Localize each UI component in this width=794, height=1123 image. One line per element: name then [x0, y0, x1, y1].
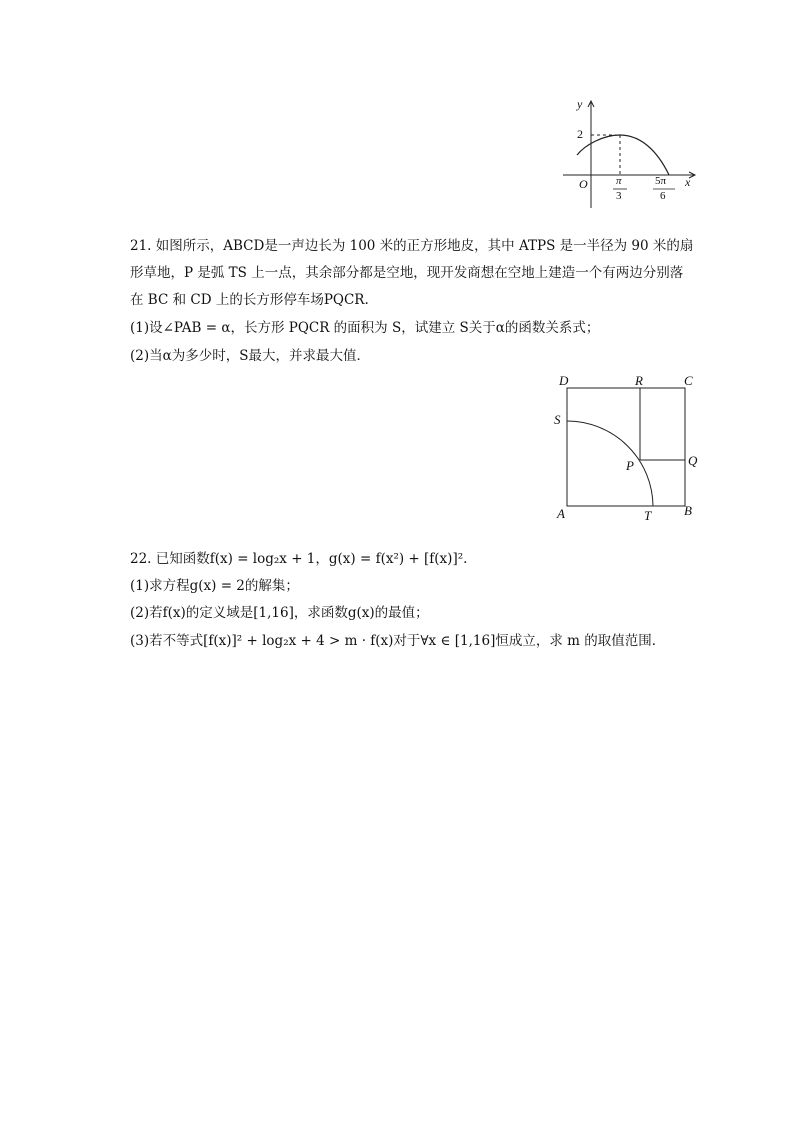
label-A: A — [557, 506, 565, 521]
label-B: B — [684, 503, 692, 518]
label-D: D — [559, 373, 569, 388]
label-Q: Q — [688, 453, 698, 468]
y-axis-label: y — [577, 97, 583, 111]
q22-part1: (1)求方程g(x) = 2的解集； — [130, 578, 299, 594]
label-P: P — [626, 458, 634, 473]
origin-label: O — [579, 177, 588, 191]
label-R: R — [635, 373, 643, 388]
y-tick-label: 2 — [577, 127, 583, 141]
x-tick2-denominator: 6 — [660, 190, 666, 202]
q22-part3: (3)若不等式[f(x)]² + log₂x + 4 > m · f(x)对于∀x ∈ [1,16]恒成立，求 m 的取值范围． — [130, 633, 666, 649]
label-T: T — [644, 508, 652, 523]
q22-line1: 22. 已知函数f(x) = log₂x + 1，g(x) = f(x²) + [f(x)]². — [130, 551, 468, 567]
x-tick2-numerator: 5π — [655, 175, 667, 187]
label-S: S — [554, 412, 561, 427]
q21-line2: 形草地，P 是弧 TS 上一点，其余部分都是空地，现开发商想在空地上建造一个有两边分别落 — [130, 265, 684, 281]
square-ABCD — [567, 388, 685, 506]
x-axis-label: x — [685, 175, 691, 189]
q21-part2: (2)当α为多少时，S最大，并求最大值． — [130, 348, 370, 364]
sine-graph — [555, 95, 705, 215]
q22-part2: (2)若f(x)的定义域是[1,16]，求函数g(x)的最值； — [130, 605, 429, 621]
q21-line3: 在 BC 和 CD 上的长方形停车场PQCR. — [130, 292, 369, 308]
x-tick1-numerator: π — [616, 175, 622, 187]
sine-graph-svg — [555, 95, 705, 215]
x-tick1-denominator: 3 — [616, 190, 622, 202]
square-figure — [550, 370, 710, 530]
q21-line1: 21. 如图所示，ABCD是一声边长为 100 米的正方形地皮，其中 ATPS 是一半径为 90 米的扇 — [130, 238, 694, 254]
label-C: C — [684, 373, 693, 388]
q21-part1: (1)设∠PAB = α，长方形 PQCR 的面积为 S，试建立 S关于α的函数关系式； — [130, 320, 600, 336]
